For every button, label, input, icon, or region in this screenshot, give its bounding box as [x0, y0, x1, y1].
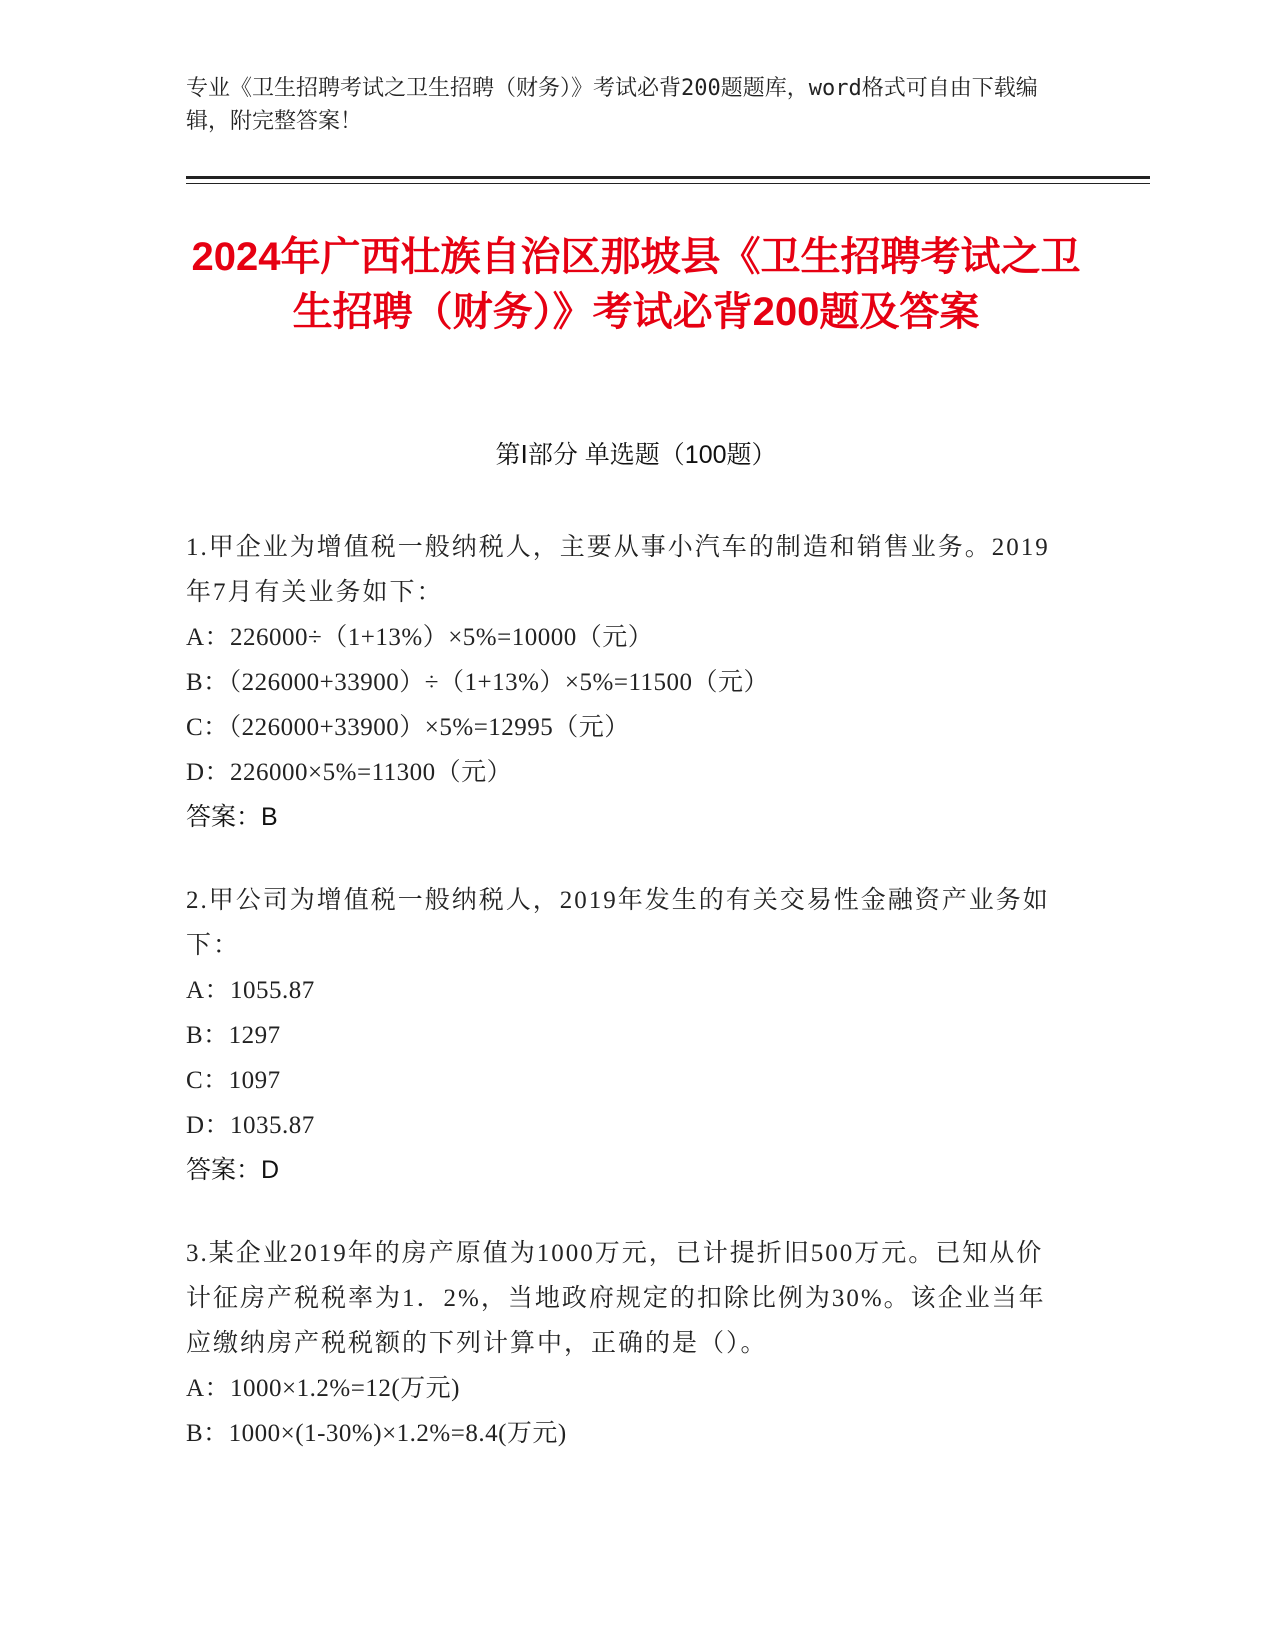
option-d: D：1035.87 — [186, 1112, 315, 1139]
document-title: 2024年广西壮族自治区那坡县《卫生招聘考试之卫生招聘（财务）》考试必背200题及答案 — [191, 235, 1081, 334]
option-a: A：1000×1.2%=12(万元) — [186, 1375, 460, 1402]
question-stem: 3.某企业2019年的房产原值为1000万元，已计提折旧500万元。已知从价计征房产税税率为1．2%，当地政府规定的扣除比例为30%。该企业当年应缴纳房产税税额的下列计算中，正确的是（）。 — [186, 1240, 1046, 1357]
answer-line: 答案：D — [186, 1156, 280, 1184]
option-c: C：（226000+33900）×5%=12995（元） — [186, 714, 630, 741]
question-item — [186, 525, 1066, 840]
question-stem: 1.甲企业为增值税一般纳税人，主要从事小汽车的制造和销售业务。2019年7月有关业务如下： — [186, 534, 1050, 606]
option-c: C：1097 — [186, 1067, 281, 1094]
header-note: 专业《卫生招聘考试之卫生招聘（财务）》考试必背200题题库，word格式可自由下载编辑，附完整答案！ — [186, 76, 1038, 134]
answer-line: 答案：B — [186, 803, 278, 831]
option-a: A：1055.87 — [186, 977, 315, 1004]
option-b: B：（226000+33900）÷（1+13%）×5%=11500（元） — [186, 669, 770, 696]
option-b: B：1297 — [186, 1022, 281, 1049]
option-a: A：226000÷（1+13%）×5%=10000（元） — [186, 624, 654, 651]
question-item — [186, 878, 1066, 1193]
option-b: B：1000×(1-30%)×1.2%=8.4(万元) — [186, 1420, 567, 1447]
header-divider-thick — [186, 176, 1150, 179]
question-item — [186, 1231, 1066, 1456]
section-title: 第Ⅰ部分 单选题（100题） — [495, 441, 777, 469]
header-divider-thin — [186, 183, 1150, 184]
option-d: D：226000×5%=11300（元） — [186, 759, 513, 786]
question-stem: 2.甲公司为增值税一般纳税人，2019年发生的有关交易性金融资产业务如下： — [186, 887, 1050, 959]
question-list — [186, 525, 1066, 1494]
